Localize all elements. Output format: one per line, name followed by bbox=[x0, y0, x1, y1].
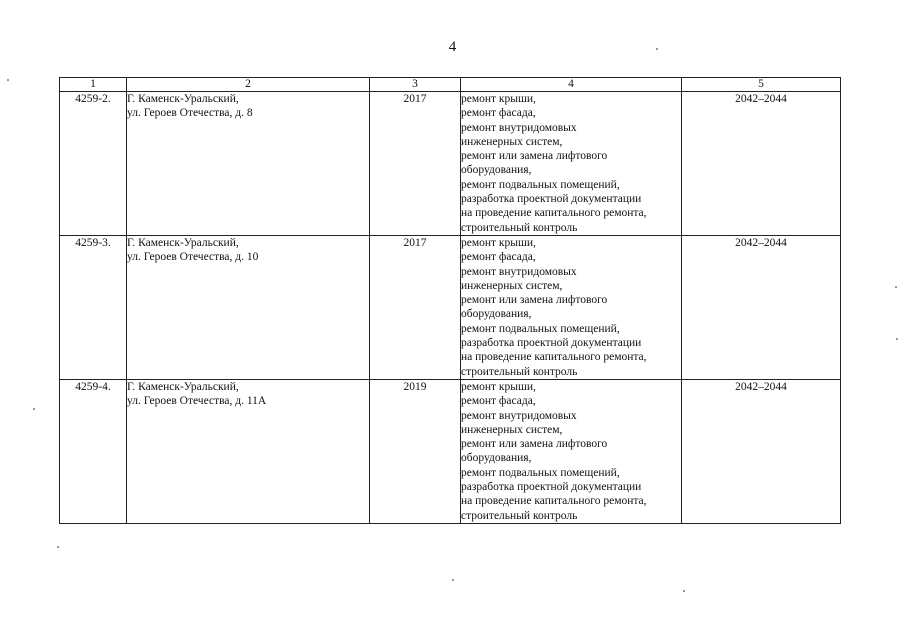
work-item: на проведение капитального ремонта, bbox=[461, 207, 647, 220]
column-header-5: 5 bbox=[682, 78, 841, 92]
work-item: на проведение капитального ремонта, bbox=[461, 351, 647, 364]
scan-speck bbox=[656, 48, 658, 50]
address-line: Г. Каменск-Уральский, bbox=[127, 93, 239, 105]
address-cell bbox=[127, 379, 370, 523]
works-cell bbox=[461, 235, 682, 379]
scan-speck bbox=[895, 286, 897, 288]
scan-speck bbox=[33, 408, 35, 410]
work-item: инженерных систем, bbox=[461, 423, 563, 436]
work-item: ремонт крыши, bbox=[461, 380, 536, 393]
period-cell: 2042–2044 bbox=[682, 92, 841, 236]
work-item: ремонт фасада, bbox=[461, 251, 536, 264]
work-item: ремонт или замена лифтового bbox=[461, 438, 608, 451]
address-line: ул. Героев Отечества, д. 10 bbox=[127, 251, 259, 264]
column-header-4: 4 bbox=[461, 78, 682, 92]
work-item: ремонт подвальных помещений, bbox=[461, 322, 620, 335]
address-line: Г. Каменск-Уральский, bbox=[127, 236, 239, 249]
work-item: разработка проектной документации bbox=[461, 193, 642, 206]
work-item: ремонт или замена лифтового bbox=[461, 150, 608, 163]
scan-speck bbox=[683, 590, 685, 592]
work-item: на проведение капитального ремонта, bbox=[461, 495, 647, 508]
work-item: ремонт крыши, bbox=[461, 93, 536, 105]
year-cell: 2017 bbox=[370, 235, 461, 379]
scan-speck bbox=[57, 546, 59, 548]
header-row bbox=[60, 78, 841, 92]
work-item: ремонт внутридомовых bbox=[461, 121, 577, 134]
work-item: оборудования, bbox=[461, 164, 532, 177]
work-item: ремонт внутридомовых bbox=[461, 409, 577, 422]
work-item: оборудования, bbox=[461, 308, 532, 321]
work-item: ремонт фасада, bbox=[461, 107, 536, 120]
row-number-cell: 4259-2. bbox=[60, 92, 127, 236]
row-number-cell: 4259-4. bbox=[60, 379, 127, 523]
works-cell bbox=[461, 379, 682, 523]
table-row bbox=[60, 379, 841, 523]
work-item: разработка проектной документации bbox=[461, 337, 642, 350]
work-item: ремонт внутридомовых bbox=[461, 265, 577, 278]
work-item: ремонт крыши, bbox=[461, 236, 536, 249]
column-header-3: 3 bbox=[370, 78, 461, 92]
row-number-cell: 4259-3. bbox=[60, 235, 127, 379]
address-cell bbox=[127, 92, 370, 236]
work-item: ремонт или замена лифтового bbox=[461, 294, 608, 307]
work-item: ремонт фасада, bbox=[461, 395, 536, 408]
period-cell: 2042–2044 bbox=[682, 379, 841, 523]
scan-speck bbox=[896, 338, 898, 340]
repair-schedule-table bbox=[59, 77, 841, 524]
address-cell bbox=[127, 235, 370, 379]
address-line: ул. Героев Отечества, д. 11А bbox=[127, 395, 267, 408]
work-item: строительный контроль bbox=[461, 221, 578, 234]
work-item: ремонт подвальных помещений, bbox=[461, 466, 620, 479]
work-item: разработка проектной документации bbox=[461, 481, 642, 494]
year-cell: 2017 bbox=[370, 92, 461, 236]
work-item: инженерных систем, bbox=[461, 135, 563, 148]
page-number: 4 bbox=[448, 39, 457, 55]
work-item: инженерных систем, bbox=[461, 279, 563, 292]
work-item: оборудования, bbox=[461, 452, 532, 465]
scan-speck bbox=[7, 79, 9, 81]
work-item: ремонт подвальных помещений, bbox=[461, 178, 620, 191]
works-cell bbox=[461, 92, 682, 236]
year-cell: 2019 bbox=[370, 379, 461, 523]
table-row bbox=[60, 235, 841, 379]
work-item: строительный контроль bbox=[461, 509, 578, 522]
column-header-1: 1 bbox=[60, 78, 127, 92]
column-header-2: 2 bbox=[127, 78, 370, 92]
period-cell: 2042–2044 bbox=[682, 235, 841, 379]
address-line: Г. Каменск-Уральский, bbox=[127, 380, 239, 393]
scan-speck bbox=[452, 579, 454, 581]
table-row bbox=[60, 92, 841, 236]
address-line: ул. Героев Отечества, д. 8 bbox=[127, 107, 253, 120]
work-item: строительный контроль bbox=[461, 365, 578, 378]
